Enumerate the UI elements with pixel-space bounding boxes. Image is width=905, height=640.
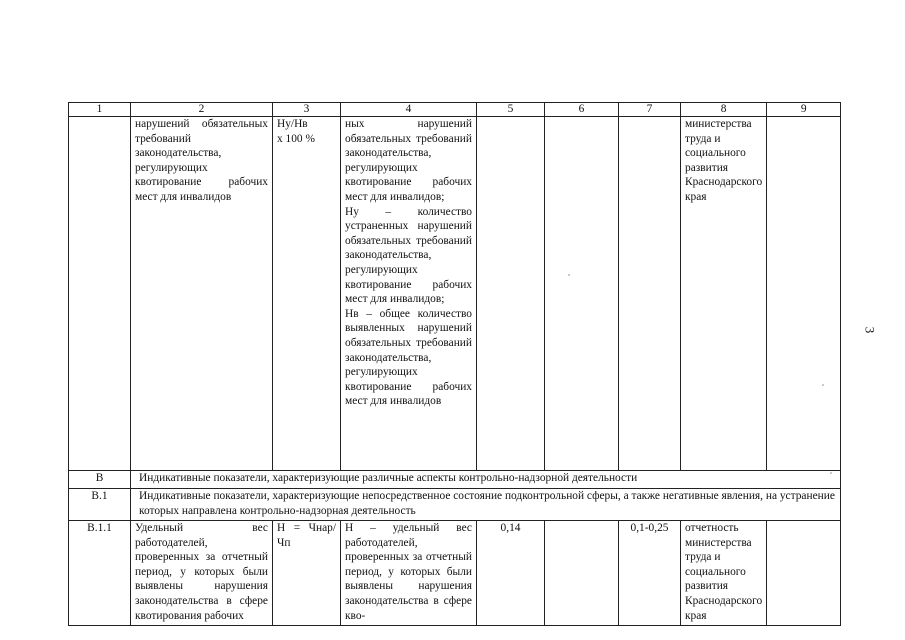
section-code: В — [69, 471, 131, 489]
table-cell — [477, 117, 545, 471]
table-cell — [767, 521, 841, 626]
formula-description-cell: Н – удельный вес работодателей, проверенных за отчетный период, у которых были выявлены нарушения законодательства в сфере кво- — [341, 521, 477, 626]
source-cell: отчетность министерства труда и социального развития Краснодарского края — [681, 521, 767, 626]
table-cell — [69, 117, 131, 471]
column-header: 6 — [545, 103, 619, 117]
scan-dot — [568, 274, 570, 276]
section-code: В.1 — [69, 489, 131, 521]
section-title: Индикативные показатели, характеризующие непосредственное состояние подконтрольной сферы, а также негативные явления, на устранение которых направлена контрольно-надзорная деятельность — [131, 489, 841, 521]
table-cell — [619, 117, 681, 471]
column-header: 2 — [131, 103, 273, 117]
source-cell: министерства труда и социального развития Краснодарского края — [681, 117, 767, 471]
scan-dot — [830, 472, 832, 474]
page-number: 3 — [862, 326, 878, 334]
section-row-b — [69, 471, 841, 489]
table-row — [69, 117, 841, 471]
formula-cell: Н = Чнар/Чп — [273, 521, 341, 626]
indicator-name-cell: нарушений обязательных требований законодательства, регулирующих квотирование рабочих мест для инвалидов — [131, 117, 273, 471]
formula-description-cell: ных нарушений обязательных требований законодательства, регулирующих квотирование рабочих мест для инвалидов; Ну – количество устраненных нарушений обязательных требований законодательства, регулирующих квотирование рабочих мест для инвалидов; Нв – общее количество выявленных нарушений обязательных требований законодательства, регулирующих квотирование рабочих мест для инвалидов — [341, 117, 477, 471]
table-cell — [545, 521, 619, 626]
column-number-row — [69, 103, 841, 117]
section-title: Индикативные показатели, характеризующие различные аспекты контрольно-надзорной деятельности — [131, 471, 841, 489]
column-header: 1 — [69, 103, 131, 117]
indicators-table — [68, 102, 841, 626]
column-header: 8 — [681, 103, 767, 117]
base-value-cell: 0,14 — [477, 521, 545, 626]
column-header: 3 — [273, 103, 341, 117]
column-header: 7 — [619, 103, 681, 117]
column-header: 4 — [341, 103, 477, 117]
table-cell — [767, 117, 841, 471]
table-row — [69, 521, 841, 626]
table-cell — [545, 117, 619, 471]
formula-cell: Ну/Нв х 100 % — [273, 117, 341, 471]
column-header: 9 — [767, 103, 841, 117]
section-row-b1 — [69, 489, 841, 521]
indicator-code-cell: В.1.1 — [69, 521, 131, 626]
scan-dot — [822, 384, 824, 386]
column-header: 5 — [477, 103, 545, 117]
target-range-cell: 0,1-0,25 — [619, 521, 681, 626]
indicator-name-cell: Удельный вес работодателей, проверенных за отчетный период, у которых были выявлены нарушения законодательства в сфере квотирования рабочих — [131, 521, 273, 626]
